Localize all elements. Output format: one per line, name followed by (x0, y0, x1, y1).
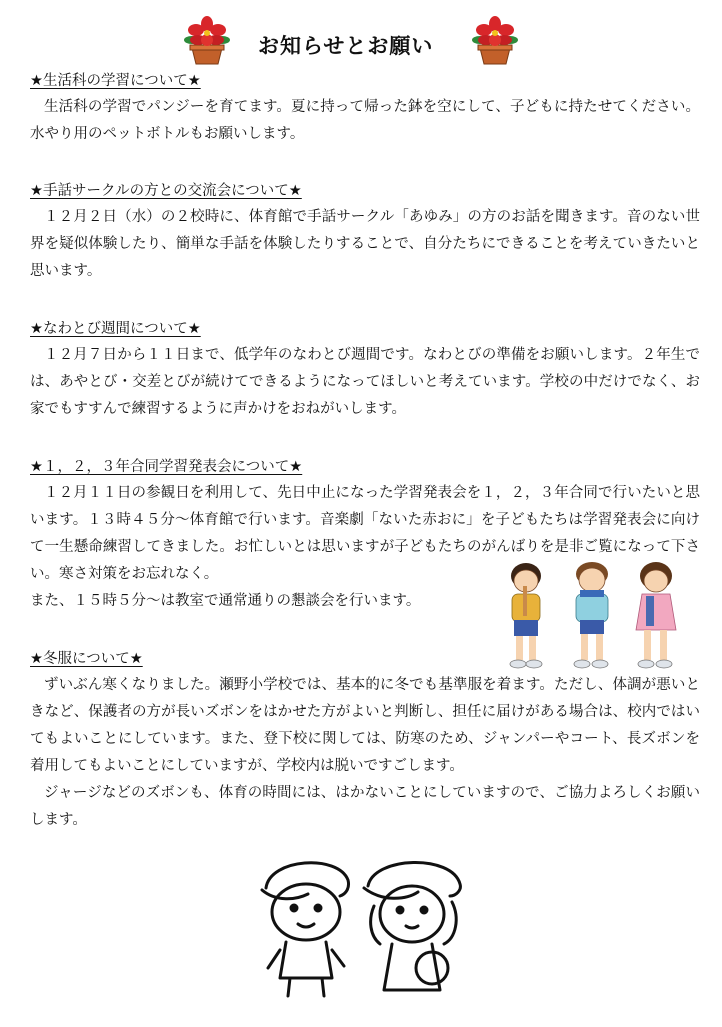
title-row (0, 8, 722, 64)
section-nawatobi (30, 318, 700, 423)
section-paragraph: ずいぶん寒くなりました。瀬野小学校では、基本的に冬でも基準服を着ます。ただし、体調が悪いときなど、保護者の方が長いズボンをはかせた方がよいと判断し、担任に届けがある場合は、校内ではいてもよいことにしています。また、登下校に関しては、防寒のため、ジャンパーやコート、長ズボンを着用してもよいことにしていますが、学校内は脱いですごします。 (30, 677, 700, 774)
section-seikatsuka (30, 70, 700, 148)
section-paragraph: また、１５時５分～は教室で通常通りの懇談会を行います。 (30, 593, 421, 609)
kids-caps-illustration (256, 850, 472, 1000)
girl-cap-icon (364, 862, 460, 990)
section-paragraph: １２月７日から１１日まで、低学年のなわとび週間です。なわとびの準備をお願いします。２年生では、あやとび・交差とびが続けてできるようになってほしいと考えています。学校の中だけでなく、お家でもすすんで練習するように声かけをおねがいします。 (30, 347, 700, 417)
section-heading: ★なわとび週間について★ (30, 321, 201, 337)
section-heading: ★生活科の学習について★ (30, 73, 201, 89)
section-paragraph: １２月２日（水）の２校時に、体育館で手話サークル「あゆみ」の方のお話を聞きます。音のない世界を疑似体験したり、簡単な手話を体験したりすることで、自分たちにできることを考えていきたいと思います。 (30, 209, 700, 279)
section-fuyufuku (30, 648, 700, 834)
section-heading: ★１，２，３年合同学習発表会について★ (30, 459, 303, 475)
poinsettia-right-icon (472, 14, 518, 66)
section-paragraph: １２月１１日の参観日を利用して、先日中止になった学習発表会を１，２，３年合同で行いたいと思います。１３時４５分～体育館で行います。音楽劇「ないた赤おに」を子どもたちは学習発表会に向けて一生懸命練習してきました。お忙しいとは思いますが子どもたちのがんばりを是非ご覧になって下さい。寒さ対策をお忘れなく。 (30, 485, 700, 582)
kids-instruments-illustration (496, 560, 688, 674)
girl-melodica-icon (636, 562, 676, 668)
poinsettia-left-icon (184, 14, 230, 66)
section-heading: ★手話サークルの方との交流会について★ (30, 183, 302, 199)
boy-cap-icon (262, 863, 349, 996)
boy-recorder-icon (510, 563, 542, 668)
section-heading: ★冬服について★ (30, 651, 143, 667)
section-paragraph: ジャージなどのズボンも、体育の時間には、はかないことにしていますので、ご協力よろしくお願いします。 (30, 785, 700, 828)
section-paragraph: 生活科の学習でパンジーを育てます。夏に持って帰った鉢を空にして、子どもに持たせてください。水やり用のペットボトルもお願いします。 (30, 99, 700, 142)
page-title: お知らせとお願い (258, 34, 434, 58)
section-shuwa-circle (30, 180, 700, 285)
boy-harmonica-icon (574, 562, 608, 668)
